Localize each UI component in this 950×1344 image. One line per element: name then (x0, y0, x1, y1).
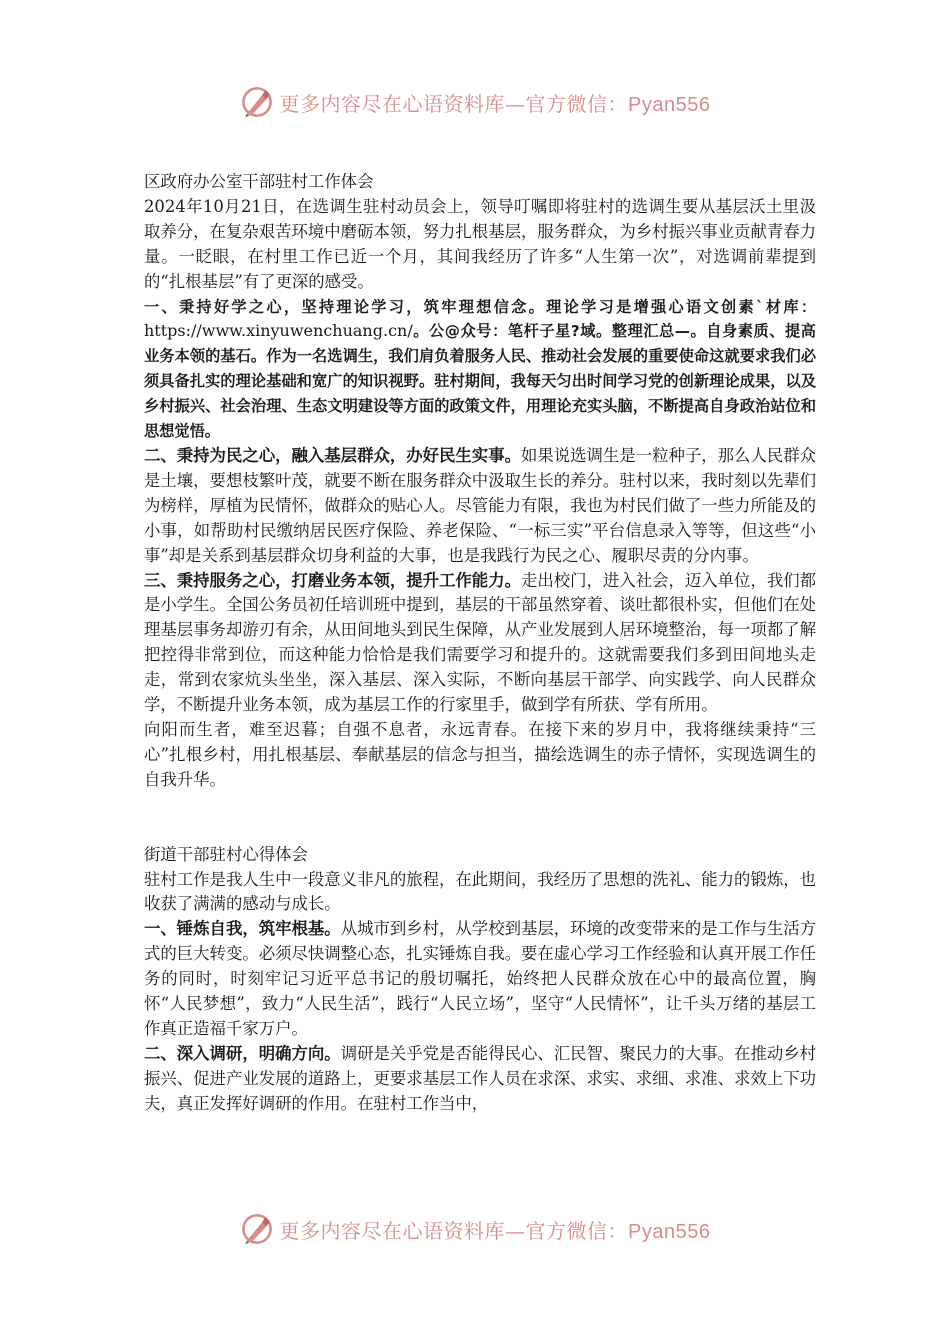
banner-text: 更多内容尽在心语资料库—官方微信：Pyan556 (279, 91, 711, 116)
article2-section2-heading: 二、深入调研，明确方向。 (144, 1043, 341, 1063)
article1-intro: 2024年10月21日，在选调生驻村动员会上，领导叮嘱即将驻村的选调生要从基层沃土里汲取养分，在复杂艰苦环境中磨砺本领，努力扎根基层，服务群众，为乡村振兴事业贡献青春力量。一眨眼，在村里工作已近一个月，其间我经历了许多“人生第一次”，对选调前辈提到的“扎根基层”有了更深的感受。 (144, 196, 817, 291)
article1-title: 区政府办公室干部驻村工作体会 (144, 172, 374, 191)
banner-handle: Pyan556 (628, 93, 711, 116)
article1-closing: 向阳而生者，难至迟暮；自强不息者，永远青春。在接下来的岁月中，我将继续秉持“三心”扎根乡村，用扎根基层、奉献基层的信念与担当，描绘选调生的赤子情怀，实现选调生的自我升华。 (144, 719, 816, 789)
article2-section1-heading: 一、锤炼自我，筑牢根基。 (144, 919, 341, 939)
article1-section1: 一、秉持好学之心，坚持理论学习，筑牢理想信念。理论学习是增强心语文创素`材库：https://www.xinyuwenchuang.cn/。公@众号：笔杆子星?域。整理汇总—。自身素质、提高业务本领的基石。作为一名选调生，我们肩负着服务人民、推动社会发展的重要使命这就要求我们必须具备扎实的理论基础和宽广的知识视野。驻村期间，我每天匀出时间学习党的创新理论成果，以及乡村振兴、社会治理、生态文明建设等方面的政策文件，用理论充实头脑，不断提高自身政治站位和思想觉悟。 (144, 297, 816, 441)
header-banner (0, 80, 950, 124)
document-body (144, 170, 816, 1117)
article2-section2: 二、深入调研，明确方向。调研是关乎党是否能得民心、汇民智、聚民力的大事。在推动乡村振兴、促进产业发展的道路上，更要求基层工作人员在求深、求实、求细、求准、求效上下功夫，真正发挥好调研的作用。在驻村工作当中， (144, 1043, 817, 1113)
article2-section1: 一、锤炼自我，筑牢根基。从城市到乡村，从学校到基层，环境的改变带来的是工作与生活方式的巨大转变。必须尽快调整心态，扎实锤炼自我。要在虚心学习工作经验和认真开展工作任务的同时，时刻牢记习近平总书记的殷切嘱托，始终把人民群众放在心中的最高位置，胸怀“人民梦想”，致力“人民生活”，践行“人民立场”，坚守“人民情怀”，让千头万绪的基层工作真正造福千家万户。 (144, 919, 817, 1038)
banner-handle: Pyan556 (628, 1220, 711, 1243)
article1-section2: 二、秉持为民之心，融入基层群众，办好民生实事。如果说选调生是一粒种子，那么人民群众是土壤，要想枝繁叶茂，就要不断在服务群众中汲取生长的养分。驻村以来，我时刻以先辈们为榜样，厚植为民情怀，做群众的贴心人。尽管能力有限，我也为村民们做了一些力所能及的小事，如帮助村民缴纳居民医疗保险、养老保险、“一标三实”平台信息录入等等，但这些“小事”却是关系到基层群众切身利益的大事，也是我践行为民之心、履职尽责的分内事。 (144, 445, 817, 565)
banner-text: 更多内容尽在心语资料库—官方微信：Pyan556 (279, 1218, 711, 1243)
article2-title: 街道干部驻村心得体会 (144, 844, 308, 864)
pen-logo-icon (240, 1212, 274, 1246)
article-separator (144, 793, 816, 843)
article2-intro: 驻村工作是我人生中一段意义非凡的旅程，在此期间，我经历了思想的洗礼、能力的锻炼，也收获了满满的感动与成长。 (144, 869, 817, 914)
pen-logo-icon (240, 85, 274, 119)
article1-url: https://www.xinyuwenchuang.cn/ (144, 321, 413, 341)
footer-banner (0, 1207, 950, 1251)
article1-section3: 三、秉持服务之心，打磨业务本领，提升工作能力。走出校门，进入社会，迈入单位，我们都是小学生。全国公务员初任培训班中提到，基层的干部虽然穿着、谈吐都很朴实，但他们在处理基层事务却游刃有余，从田间地头到民生保障，从产业发展到人居环境整治，每一项都了解把控得非常到位，而这种能力恰恰是我们需要学习和提升的。这就需要我们多到田间地头走走，常到农家炕头坐坐，深入基层、深入实际，不断向基层干部学、向实践学、向人民群众学，不断提升业务本领，成为基层工作的行家里手，做到学有所获、学有所用。 (144, 570, 817, 715)
article1-section2-heading: 二、秉持为民之心，融入基层群众，办好民生实事。 (144, 445, 521, 465)
article1-section3-heading: 三、秉持服务之心，打磨业务本领，提升工作能力。 (144, 570, 521, 590)
